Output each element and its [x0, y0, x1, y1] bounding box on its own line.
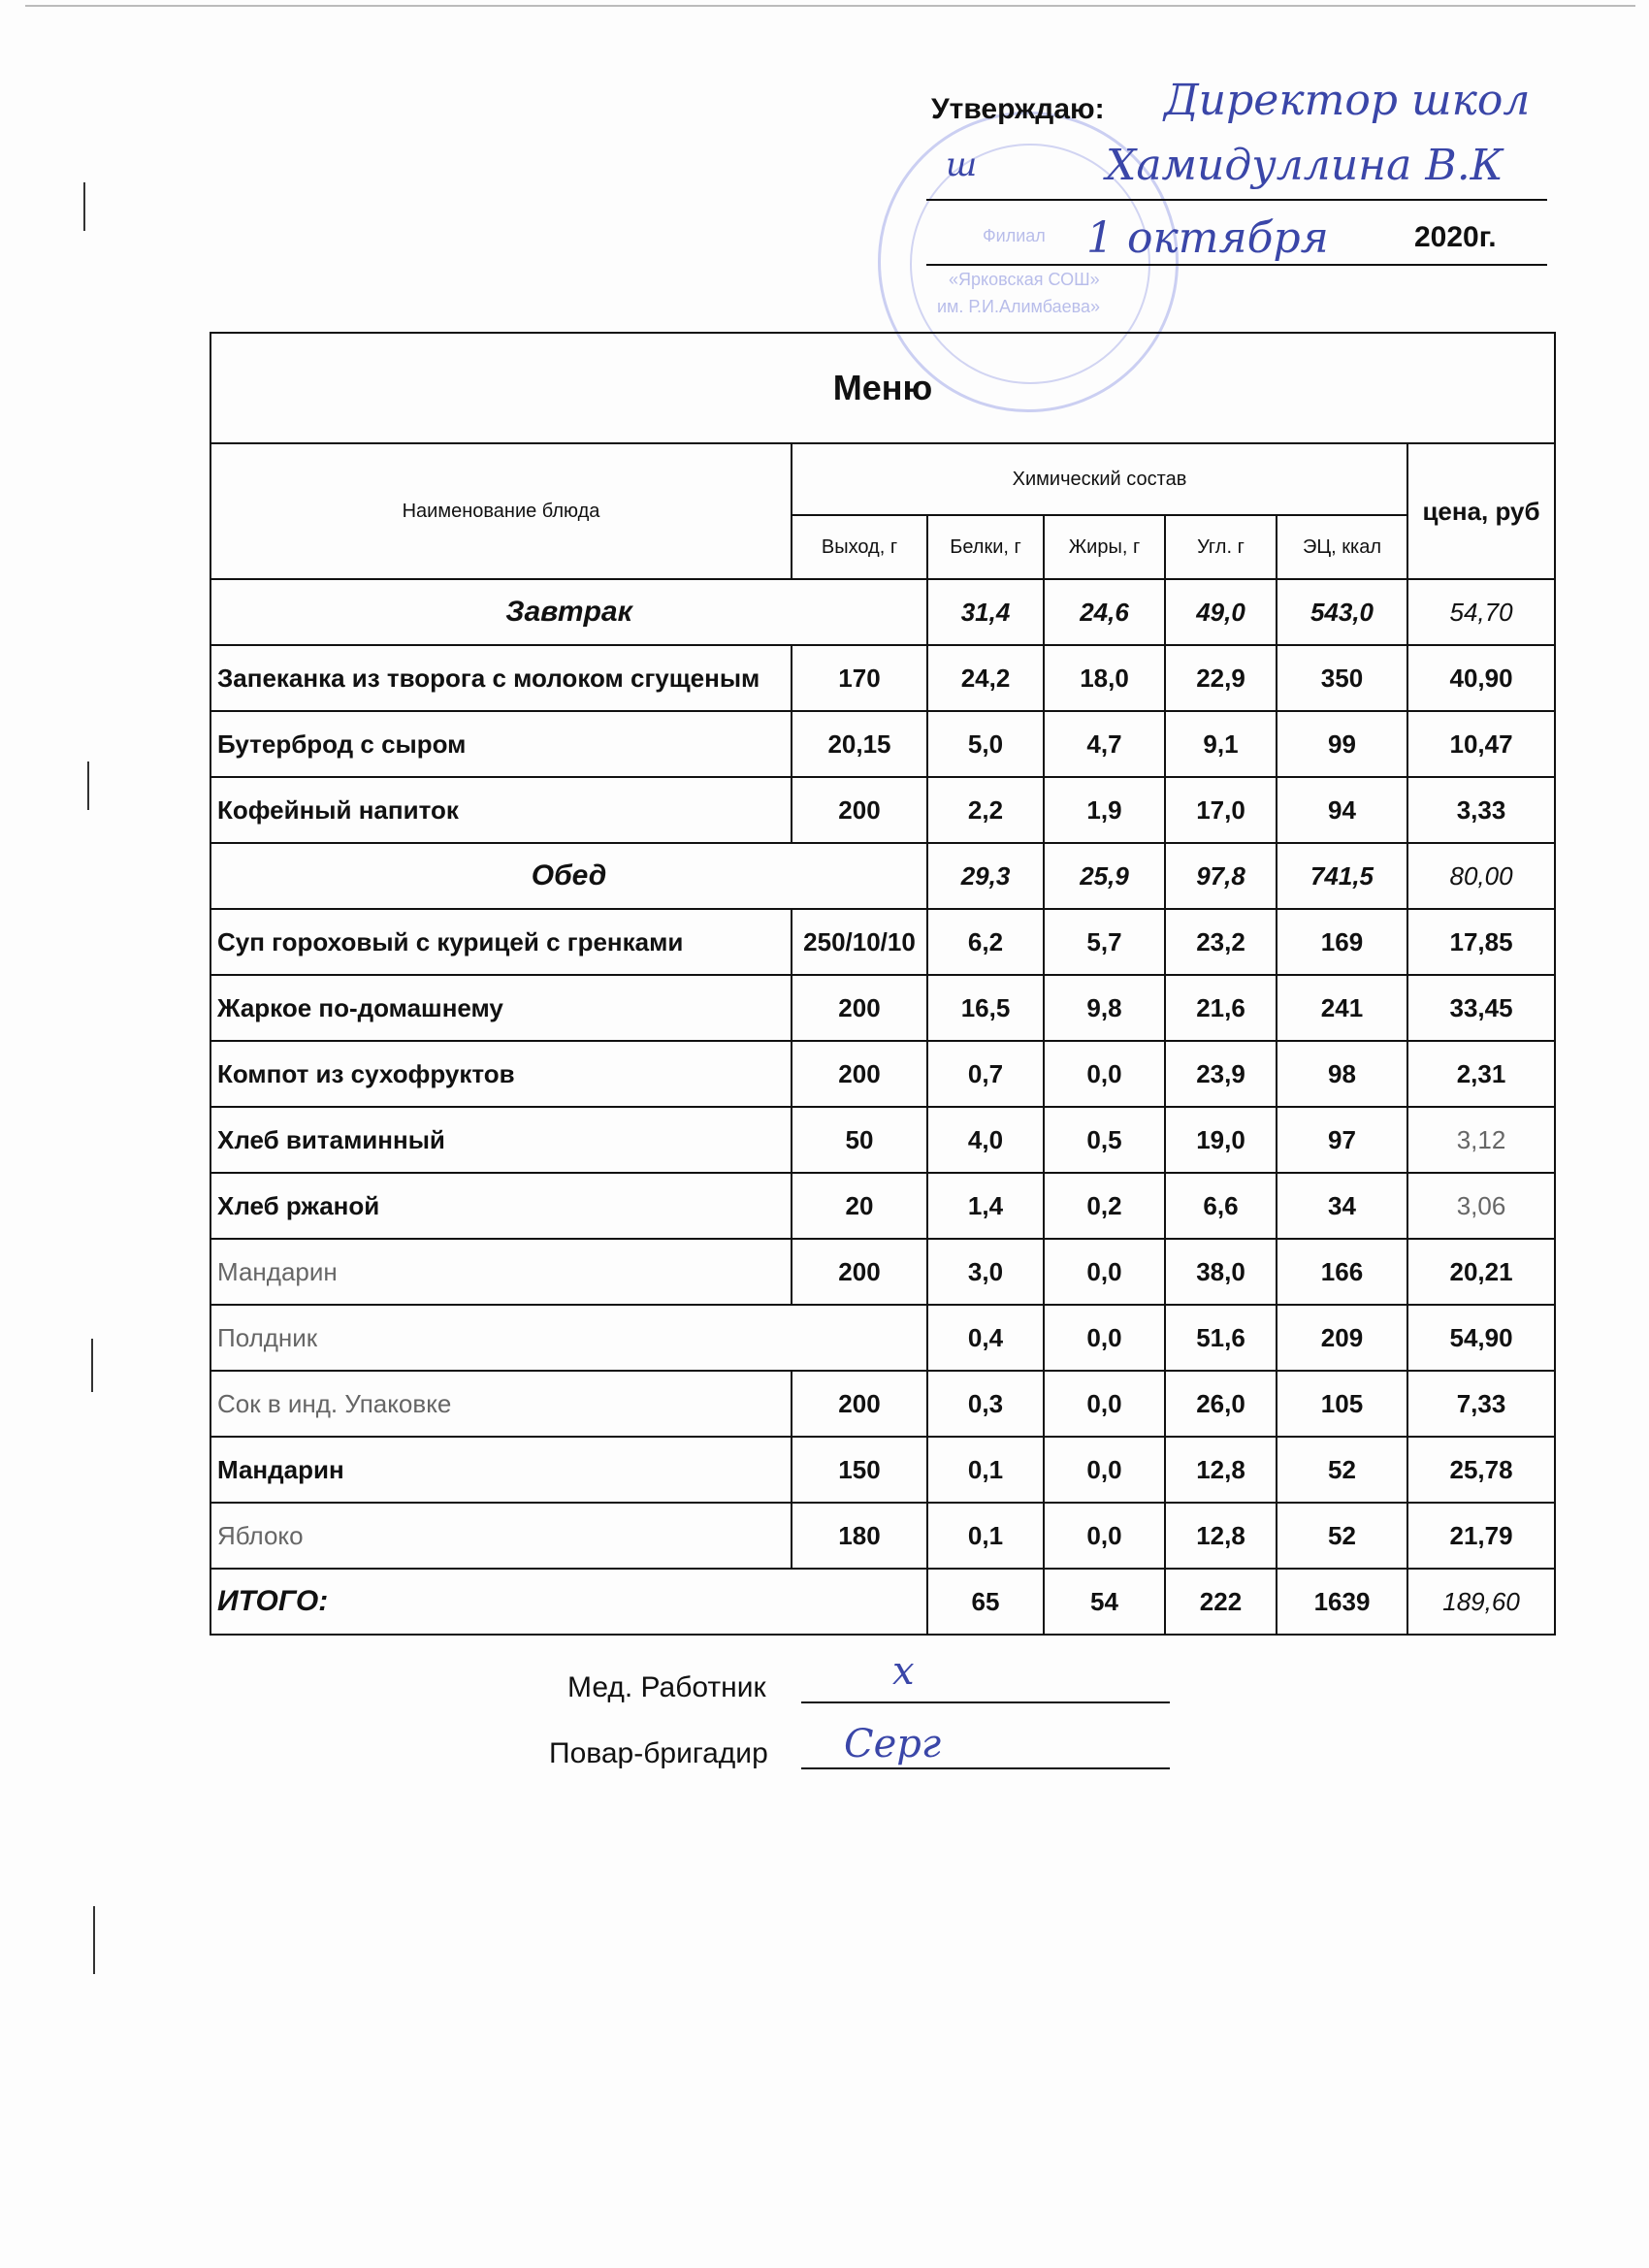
table-row: [210, 975, 1555, 1041]
section-proteins: 0,4: [927, 1305, 1044, 1371]
chef-line: [801, 1767, 1170, 1769]
table-row: [210, 1173, 1555, 1239]
dish-carbs: 19,0: [1165, 1107, 1277, 1173]
dish-name: Хлеб ржаной: [210, 1173, 792, 1239]
section-name: Завтрак: [210, 579, 927, 645]
total-proteins: 65: [927, 1569, 1044, 1635]
header-proteins: Белки, г: [927, 515, 1044, 579]
dish-carbs: 22,9: [1165, 645, 1277, 711]
dish-fats: 18,0: [1044, 645, 1165, 711]
dish-name: Кофейный напиток: [210, 777, 792, 843]
table-row: [210, 711, 1555, 777]
header-chemical-composition: Химический состав: [792, 443, 1407, 515]
dish-yield: 50: [792, 1107, 927, 1173]
dish-yield: 250/10/10: [792, 909, 927, 975]
dish-name: Суп гороховый с курицей с гренками: [210, 909, 792, 975]
section-energy: 543,0: [1277, 579, 1407, 645]
dish-fats: 0,0: [1044, 1041, 1165, 1107]
scan-edge: [25, 5, 1635, 7]
dish-proteins: 1,4: [927, 1173, 1044, 1239]
handwritten-signature: Хамидуллина В.К: [1106, 141, 1504, 190]
dish-name: Сок в инд. Упаковке: [210, 1371, 792, 1437]
dish-fats: 0,0: [1044, 1239, 1165, 1305]
dish-fats: 0,5: [1044, 1107, 1165, 1173]
handwritten-position: Директор школ: [1164, 76, 1531, 125]
section-name: Полдник: [210, 1305, 927, 1371]
dish-name: Жаркое по-домашнему: [210, 975, 792, 1041]
dish-fats: 0,0: [1044, 1503, 1165, 1569]
dish-price: 3,33: [1407, 777, 1555, 843]
header-yield: Выход, г: [792, 515, 927, 579]
dish-proteins: 0,1: [927, 1503, 1044, 1569]
chef-label: Повар-бригадир: [549, 1737, 768, 1769]
header-price: цена, руб: [1407, 443, 1555, 579]
dish-yield: 200: [792, 1239, 927, 1305]
signature-line: [926, 199, 1547, 201]
dish-fats: 1,9: [1044, 777, 1165, 843]
dish-name: Мандарин: [210, 1239, 792, 1305]
stamp-text: им. Р.И.Алимбаева»: [937, 297, 1101, 316]
section-price: 80,00: [1407, 843, 1555, 909]
dish-energy: 350: [1277, 645, 1407, 711]
dish-yield: 200: [792, 975, 927, 1041]
dish-fats: 5,7: [1044, 909, 1165, 975]
section-carbs: 51,6: [1165, 1305, 1277, 1371]
dish-yield: 170: [792, 645, 927, 711]
section-row-snack: [210, 1305, 1555, 1371]
section-proteins: 29,3: [927, 843, 1044, 909]
section-fats: 25,9: [1044, 843, 1165, 909]
dish-price: 3,12: [1407, 1107, 1555, 1173]
total-fats: 54: [1044, 1569, 1165, 1635]
dish-energy: 52: [1277, 1437, 1407, 1503]
dish-proteins: 4,0: [927, 1107, 1044, 1173]
dish-proteins: 3,0: [927, 1239, 1044, 1305]
dish-energy: 169: [1277, 909, 1407, 975]
dish-name: Мандарин: [210, 1437, 792, 1503]
dish-price: 20,21: [1407, 1239, 1555, 1305]
dish-energy: 99: [1277, 711, 1407, 777]
section-energy: 741,5: [1277, 843, 1407, 909]
section-row-breakfast: [210, 579, 1555, 645]
dish-energy: 241: [1277, 975, 1407, 1041]
dish-fats: 0,0: [1044, 1371, 1165, 1437]
table-row: [210, 1041, 1555, 1107]
section-fats: 24,6: [1044, 579, 1165, 645]
menu-title: Меню: [210, 333, 1555, 443]
dish-price: 33,45: [1407, 975, 1555, 1041]
table-row: [210, 645, 1555, 711]
dish-price: 7,33: [1407, 1371, 1555, 1437]
dish-carbs: 17,0: [1165, 777, 1277, 843]
dish-yield: 20,15: [792, 711, 927, 777]
section-price: 54,70: [1407, 579, 1555, 645]
total-carbs: 222: [1165, 1569, 1277, 1635]
dish-carbs: 9,1: [1165, 711, 1277, 777]
dish-carbs: 23,9: [1165, 1041, 1277, 1107]
table-row: [210, 1503, 1555, 1569]
medical-worker-label: Мед. Работник: [567, 1671, 766, 1703]
table-row: [210, 1107, 1555, 1173]
section-energy: 209: [1277, 1305, 1407, 1371]
dish-price: 2,31: [1407, 1041, 1555, 1107]
medical-worker-line: [801, 1701, 1170, 1703]
section-fats: 0,0: [1044, 1305, 1165, 1371]
dish-carbs: 38,0: [1165, 1239, 1277, 1305]
dish-price: 40,90: [1407, 645, 1555, 711]
dish-proteins: 24,2: [927, 645, 1044, 711]
dish-proteins: 6,2: [927, 909, 1044, 975]
dish-fats: 4,7: [1044, 711, 1165, 777]
dish-name: Яблоко: [210, 1503, 792, 1569]
dish-yield: 200: [792, 777, 927, 843]
section-row-lunch: [210, 843, 1555, 909]
total-price: 189,60: [1407, 1569, 1555, 1635]
dish-carbs: 23,2: [1165, 909, 1277, 975]
total-label: ИТОГО:: [210, 1569, 927, 1635]
chef-signature: Серг: [844, 1722, 942, 1766]
margin-mark: [91, 1339, 93, 1392]
section-carbs: 49,0: [1165, 579, 1277, 645]
dish-proteins: 16,5: [927, 975, 1044, 1041]
approval-year: 2020г.: [1414, 221, 1497, 253]
stamp-text: «Ярковская СОШ»: [949, 270, 1100, 289]
dish-energy: 52: [1277, 1503, 1407, 1569]
dish-carbs: 26,0: [1165, 1371, 1277, 1437]
dish-proteins: 0,3: [927, 1371, 1044, 1437]
handwritten-initials: ш: [946, 146, 978, 184]
dish-carbs: 21,6: [1165, 975, 1277, 1041]
dish-price: 25,78: [1407, 1437, 1555, 1503]
dish-yield: 180: [792, 1503, 927, 1569]
dish-name: Хлеб витаминный: [210, 1107, 792, 1173]
section-name: Обед: [210, 843, 927, 909]
dish-name: Компот из сухофруктов: [210, 1041, 792, 1107]
dish-proteins: 5,0: [927, 711, 1044, 777]
dish-fats: 0,0: [1044, 1437, 1165, 1503]
dish-name: Бутерброд с сыром: [210, 711, 792, 777]
section-price: 54,90: [1407, 1305, 1555, 1371]
dish-yield: 20: [792, 1173, 927, 1239]
dish-price: 17,85: [1407, 909, 1555, 975]
dish-proteins: 2,2: [927, 777, 1044, 843]
dish-carbs: 12,8: [1165, 1503, 1277, 1569]
dish-price: 10,47: [1407, 711, 1555, 777]
header-fats: Жиры, г: [1044, 515, 1165, 579]
total-energy: 1639: [1277, 1569, 1407, 1635]
total-row: [210, 1569, 1555, 1635]
dish-yield: 150: [792, 1437, 927, 1503]
dish-yield: 200: [792, 1371, 927, 1437]
dish-proteins: 0,7: [927, 1041, 1044, 1107]
margin-mark: [87, 761, 89, 810]
date-line: [926, 264, 1547, 266]
header-dish-name: Наименование блюда: [210, 443, 792, 579]
stamp-text: Филиал: [983, 226, 1046, 245]
dish-energy: 34: [1277, 1173, 1407, 1239]
handwritten-date: 1 октября: [1086, 213, 1329, 263]
section-proteins: 31,4: [927, 579, 1044, 645]
table-row: [210, 1437, 1555, 1503]
table-row: [210, 1371, 1555, 1437]
dish-price: 3,06: [1407, 1173, 1555, 1239]
dish-energy: 97: [1277, 1107, 1407, 1173]
header-carbs: Угл. г: [1165, 515, 1277, 579]
dish-name: Запеканка из творога с молоком сгущеным: [210, 645, 792, 711]
dish-energy: 105: [1277, 1371, 1407, 1437]
header-energy: ЭЦ, ккал: [1277, 515, 1407, 579]
approval-label: Утверждаю:: [931, 93, 1105, 125]
dish-fats: 9,8: [1044, 975, 1165, 1041]
margin-mark: [93, 1906, 95, 1974]
dish-proteins: 0,1: [927, 1437, 1044, 1503]
dish-energy: 98: [1277, 1041, 1407, 1107]
dish-carbs: 12,8: [1165, 1437, 1277, 1503]
table-row: [210, 909, 1555, 975]
section-carbs: 97,8: [1165, 843, 1277, 909]
medical-worker-signature: х: [892, 1649, 915, 1694]
menu-table: [210, 332, 1556, 1636]
dish-carbs: 6,6: [1165, 1173, 1277, 1239]
dish-fats: 0,2: [1044, 1173, 1165, 1239]
dish-yield: 200: [792, 1041, 927, 1107]
dish-energy: 94: [1277, 777, 1407, 843]
margin-mark: [83, 182, 85, 231]
dish-energy: 166: [1277, 1239, 1407, 1305]
table-row: [210, 1239, 1555, 1305]
dish-price: 21,79: [1407, 1503, 1555, 1569]
table-row: [210, 777, 1555, 843]
